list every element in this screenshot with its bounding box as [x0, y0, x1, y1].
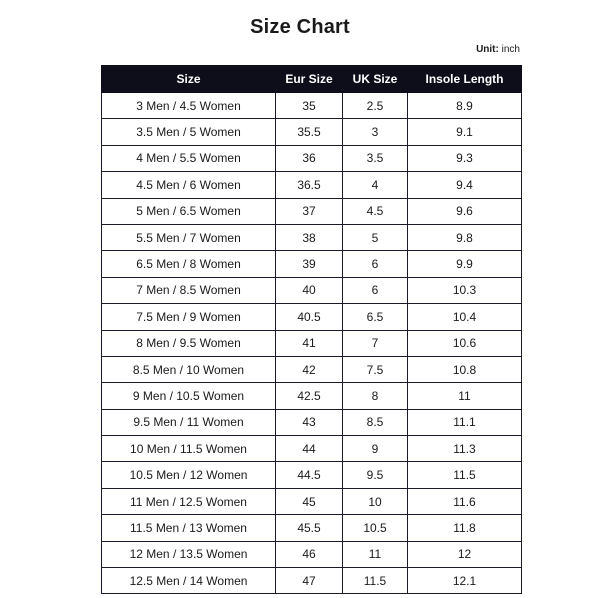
insole-length-cell: 11.8 [408, 515, 522, 541]
insole-length-cell: 11.1 [408, 409, 522, 435]
unit-value: inch [501, 44, 520, 55]
eur-size-cell: 40.5 [276, 304, 343, 330]
eur-size-cell: 44 [276, 436, 343, 462]
eur-size-cell: 45.5 [276, 515, 343, 541]
insole-length-cell: 11.5 [408, 462, 522, 488]
uk-size-cell: 7 [343, 330, 408, 356]
size-cell: 7 Men / 8.5 Women [102, 277, 276, 303]
header-insole-length: Insole Length [408, 66, 522, 93]
size-cell: 8.5 Men / 10 Women [102, 356, 276, 382]
size-cell: 7.5 Men / 9 Women [102, 304, 276, 330]
table-row [102, 488, 522, 514]
header-uk-size: UK Size [343, 66, 408, 93]
size-cell: 5.5 Men / 7 Women [102, 224, 276, 250]
size-cell: 11.5 Men / 13 Women [102, 515, 276, 541]
table-header-row [102, 66, 522, 93]
unit-label: Unit: [476, 44, 499, 55]
table-row [102, 224, 522, 250]
size-cell: 4 Men / 5.5 Women [102, 145, 276, 171]
size-cell: 9.5 Men / 11 Women [102, 409, 276, 435]
uk-size-cell: 10 [343, 488, 408, 514]
insole-length-cell: 10.6 [408, 330, 522, 356]
eur-size-cell: 38 [276, 224, 343, 250]
table-row [102, 515, 522, 541]
uk-size-cell: 7.5 [343, 356, 408, 382]
page-title: Size Chart [250, 16, 350, 38]
eur-size-cell: 36.5 [276, 172, 343, 198]
uk-size-cell: 9 [343, 436, 408, 462]
table-row [102, 119, 522, 145]
eur-size-cell: 43 [276, 409, 343, 435]
table-row [102, 436, 522, 462]
insole-length-cell: 11 [408, 383, 522, 409]
table-row [102, 356, 522, 382]
table-body [102, 93, 522, 594]
table-row [102, 568, 522, 594]
insole-length-cell: 9.6 [408, 198, 522, 224]
table-row [102, 277, 522, 303]
eur-size-cell: 44.5 [276, 462, 343, 488]
size-cell: 8 Men / 9.5 Women [102, 330, 276, 356]
unit-note [476, 44, 520, 55]
table-row [102, 145, 522, 171]
table-row [102, 409, 522, 435]
uk-size-cell: 6 [343, 251, 408, 277]
eur-size-cell: 40 [276, 277, 343, 303]
size-cell: 3.5 Men / 5 Women [102, 119, 276, 145]
eur-size-cell: 46 [276, 541, 343, 567]
table-row [102, 198, 522, 224]
uk-size-cell: 10.5 [343, 515, 408, 541]
eur-size-cell: 37 [276, 198, 343, 224]
uk-size-cell: 5 [343, 224, 408, 250]
size-cell: 9 Men / 10.5 Women [102, 383, 276, 409]
uk-size-cell: 6 [343, 277, 408, 303]
uk-size-cell: 11.5 [343, 568, 408, 594]
insole-length-cell: 9.9 [408, 251, 522, 277]
insole-length-cell: 10.3 [408, 277, 522, 303]
insole-length-cell: 10.4 [408, 304, 522, 330]
size-chart-table [101, 65, 522, 594]
uk-size-cell: 3 [343, 119, 408, 145]
table-row [102, 251, 522, 277]
insole-length-cell: 11.3 [408, 436, 522, 462]
size-cell: 10 Men / 11.5 Women [102, 436, 276, 462]
table-row [102, 541, 522, 567]
eur-size-cell: 35 [276, 93, 343, 119]
table-row [102, 93, 522, 119]
eur-size-cell: 36 [276, 145, 343, 171]
eur-size-cell: 42.5 [276, 383, 343, 409]
uk-size-cell: 3.5 [343, 145, 408, 171]
header-size: Size [102, 66, 276, 93]
uk-size-cell: 11 [343, 541, 408, 567]
eur-size-cell: 35.5 [276, 119, 343, 145]
insole-length-cell: 9.8 [408, 224, 522, 250]
insole-length-cell: 10.8 [408, 356, 522, 382]
uk-size-cell: 4 [343, 172, 408, 198]
eur-size-cell: 41 [276, 330, 343, 356]
size-cell: 6.5 Men / 8 Women [102, 251, 276, 277]
eur-size-cell: 45 [276, 488, 343, 514]
eur-size-cell: 42 [276, 356, 343, 382]
header-eur-size: Eur Size [276, 66, 343, 93]
eur-size-cell: 39 [276, 251, 343, 277]
uk-size-cell: 4.5 [343, 198, 408, 224]
table-row [102, 304, 522, 330]
insole-length-cell: 12 [408, 541, 522, 567]
table-row [102, 462, 522, 488]
size-cell: 10.5 Men / 12 Women [102, 462, 276, 488]
insole-length-cell: 8.9 [408, 93, 522, 119]
uk-size-cell: 9.5 [343, 462, 408, 488]
uk-size-cell: 8.5 [343, 409, 408, 435]
size-cell: 12.5 Men / 14 Women [102, 568, 276, 594]
table-row [102, 172, 522, 198]
insole-length-cell: 11.6 [408, 488, 522, 514]
insole-length-cell: 9.3 [408, 145, 522, 171]
insole-length-cell: 12.1 [408, 568, 522, 594]
size-cell: 11 Men / 12.5 Women [102, 488, 276, 514]
insole-length-cell: 9.4 [408, 172, 522, 198]
size-cell: 12 Men / 13.5 Women [102, 541, 276, 567]
table-row [102, 330, 522, 356]
size-cell: 5 Men / 6.5 Women [102, 198, 276, 224]
insole-length-cell: 9.1 [408, 119, 522, 145]
uk-size-cell: 2.5 [343, 93, 408, 119]
uk-size-cell: 8 [343, 383, 408, 409]
table-row [102, 383, 522, 409]
uk-size-cell: 6.5 [343, 304, 408, 330]
size-cell: 4.5 Men / 6 Women [102, 172, 276, 198]
size-cell: 3 Men / 4.5 Women [102, 93, 276, 119]
eur-size-cell: 47 [276, 568, 343, 594]
